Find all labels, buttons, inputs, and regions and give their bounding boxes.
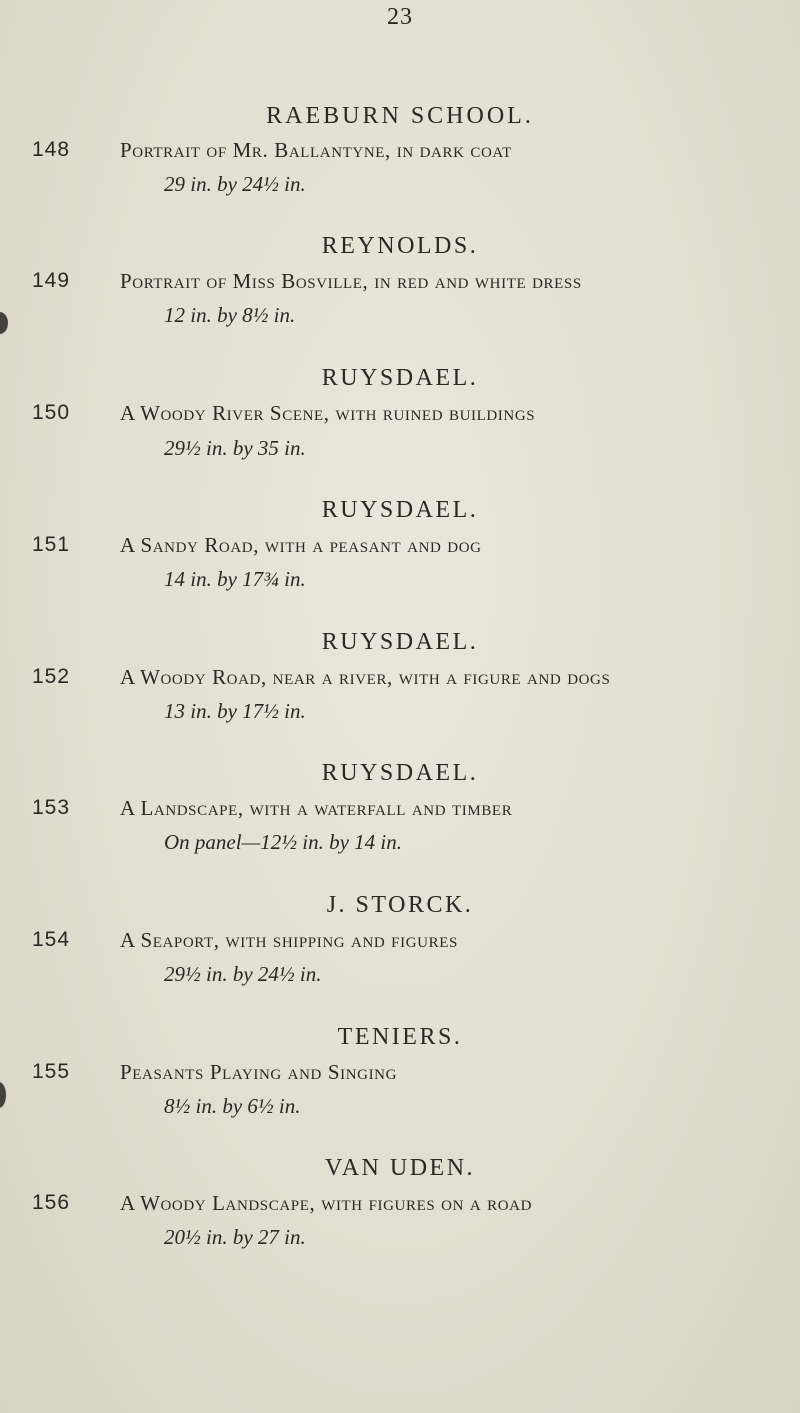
- artist-heading: RUYSDAEL.: [321, 760, 479, 786]
- entry-title: Portrait of Miss Bosville, in red and white dress: [120, 269, 582, 293]
- artist-heading: REYNOLDS.: [321, 233, 479, 259]
- artist-heading: RUYSDAEL.: [321, 497, 479, 523]
- entry-title: A Sandy Road, with a peasant and dog: [120, 533, 482, 557]
- lot-number: 153: [32, 796, 71, 819]
- artist-heading: RUYSDAEL.: [321, 365, 479, 391]
- entry-title: Portrait of Mr. Ballantyne, in dark coat: [120, 138, 512, 162]
- entry-dimensions: 13 in. by 17½ in.: [164, 699, 306, 723]
- entry-dimensions: 29 in. by 24½ in.: [164, 172, 306, 196]
- page-number: 23: [387, 4, 413, 30]
- entry-title: A Woody Road, near a river, with a figure and dogs: [120, 665, 611, 689]
- lot-number: 150: [32, 401, 71, 424]
- lot-number: 156: [32, 1191, 71, 1214]
- entry-dimensions: 29½ in. by 35 in.: [164, 436, 306, 460]
- section-heading: RAEBURN SCHOOL.: [266, 103, 534, 129]
- entry-title: A Woody Landscape, with figures on a road: [120, 1191, 533, 1215]
- lot-number: 154: [32, 928, 71, 951]
- artist-heading: VAN UDEN.: [324, 1155, 476, 1181]
- artist-heading: TENIERS.: [337, 1024, 463, 1050]
- paper-blemish: [0, 312, 8, 334]
- entry-title: A Woody River Scene, with ruined buildings: [120, 401, 536, 425]
- entry-dimensions: 14 in. by 17¾ in.: [164, 567, 306, 591]
- entry-title: Peasants Playing and Singing: [120, 1060, 398, 1084]
- entry-dimensions: 29½ in. by 24½ in.: [164, 962, 322, 986]
- lot-number: 152: [32, 665, 71, 688]
- lot-number: 148: [32, 138, 71, 161]
- lot-number: 149: [32, 269, 71, 292]
- entry-title: A Seaport, with shipping and figures: [120, 928, 458, 952]
- lot-number: 155: [32, 1060, 71, 1083]
- entry-dimensions: 8½ in. by 6½ in.: [164, 1094, 301, 1118]
- entry-title: A Landscape, with a waterfall and timber: [120, 796, 513, 820]
- entry-dimensions: On panel—12½ in. by 14 in.: [164, 830, 402, 854]
- artist-heading: J. STORCK.: [326, 892, 474, 918]
- entry-dimensions: 12 in. by 8½ in.: [164, 303, 296, 327]
- lot-number: 151: [32, 533, 71, 556]
- artist-heading: RUYSDAEL.: [321, 629, 479, 655]
- paper-blemish: [0, 1082, 6, 1108]
- entry-dimensions: 20½ in. by 27 in.: [164, 1225, 306, 1249]
